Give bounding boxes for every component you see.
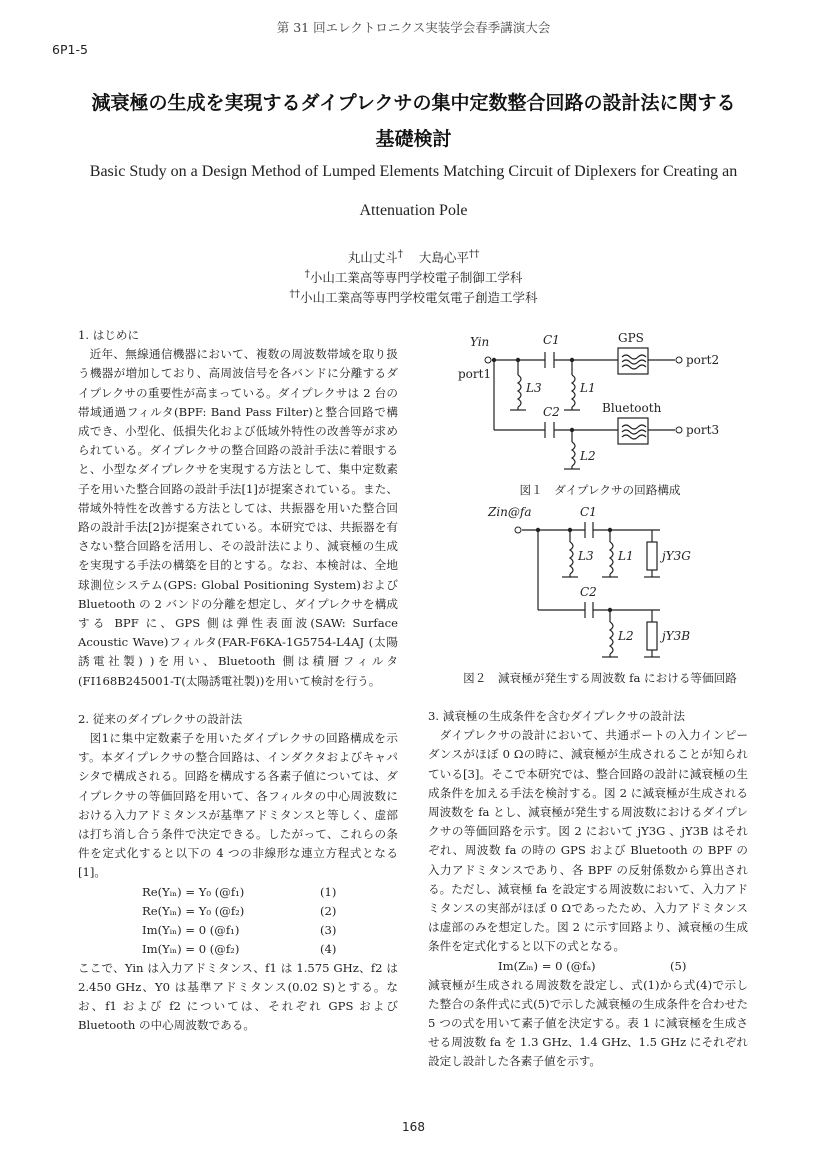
- equation-4: Im(Yᵢₙ) = 0 (@f₂) (4): [142, 941, 337, 956]
- label-port2: port2: [686, 353, 720, 367]
- label-c1: C1: [580, 505, 597, 519]
- equation-1: Re(Yᵢₙ) = Y₀ (@f₁) (1): [142, 884, 337, 899]
- label-zin: Zin@fa: [488, 505, 532, 519]
- section-3-heading: 3. 減衰極の生成条件を含むダイプレクサの設計法: [428, 709, 685, 723]
- label-gps: GPS: [618, 331, 644, 345]
- conference-name: 第 31 回エレクトロニクス実装学会春季講演大会: [276, 20, 551, 35]
- section-3-body: ダイプレクサの設計において、共通ポートの入力インピーダンスがほぼ 0 Ωの時に、減衰極が生成されることが知られている[3]。そこで本研究では、整合回路の設計に減衰極の生成条件を加える手法を検討する。図 2 に減衰極が生成される周波数を fa とし、減衰極が発生する周波数におけるダイプレクサの等価回路を示す。図 2 において jY3G 、jY3B はそれぞれ、周波数 fa の時の GPS および Bluetooth の BPF の入力アドミタンスであり、各 BPF の反射係数から算出される。ただし、減衰極 fa を設定する周波数において、入力アドミタンスの実部がほぼ 0 Ωであったため、入力アドミタンスは虚部のみを想定した。図 2 に示す回路より、減衰極の生成条件を定式化すると以下の式となる。: [428, 728, 748, 954]
- figure-1-caption: 図１ ダイプレクサの回路構成: [519, 483, 681, 497]
- section-1-body: 近年、無線通信機器において、複数の周波数帯域を取り扱う機器が増加しており、高周波信号を各バンドに分離するダイプレクサの重要性が高まっている。ダイプレクサは 2 台の帯域通過フィルタ(BPF: Band Pass Filter)と整合回路で構成でき、小型化、低損失化および低域外特性の改善等が求められている。ダイプレクサの整合回路の設計手法に着眼すると、小型なダイプレクサを実現する方法として、集中定数素子を用いた整合回路の設計手法[1]が提案されている。また、帯域外特性を改善する方法としては、共振器を用いた整合回路の設計手法[2]が提案されている。本研究では、共振器を有さない整合回路を活用し、その設計法により、減衰極の生成を実現する手法の構築を目的とする。なお、本検討は、全地球測位システム(GPS: Global Positioning System)および Bluetooth の 2 バンドの分離を想定し、ダイプレクサを構成する BPF に、GPS 側は弾性表面波(SAW: Surface Acoustic Wave)フィルタ(FAR-F6KA-1G5754-L4AJ (太陽誘電社製) )を用い、Bluetooth 側は積層フィルタ(FI168B245001-T(太陽誘電社製))を用いて検討を行う。: [78, 347, 398, 688]
- figure-2-circuit: [480, 502, 730, 667]
- label-c1: C1: [543, 333, 560, 347]
- affiliation-1: †小山工業高等専門学校電子制御工学科: [304, 268, 523, 286]
- section-3-after: 減衰極が生成される周波数を設定し、式(1)から式(4)で示した整合の条件式に式(5)で示した減衰極の生成条件を合わせた 5 つの式を用いて素子値を決定する。表 1 に減衰極を生成させる周波数 fa を 1.3 GHz、1.4 GHz、1.5 GHz にそれぞれ設定し設計した各素子値を示す。: [428, 977, 748, 1069]
- section-2-after: ここで、Yin は入力アドミタンス、f1 は 1.575 GHz、f2 は 2.450 GHz、Y0 は基準アドミタンス(0.02 S)とする。なお、f1 および f2 については、それぞれ GPS および Bluetooth の中心周波数である。: [78, 960, 398, 1033]
- title-en-line1: Basic Study on a Design Method of Lumped Elements Matching Circuit of Diplexers for Creating an: [89, 163, 738, 180]
- section-1-heading: 1. はじめに: [78, 328, 140, 342]
- figure-2-caption: 図２ 減衰極が発生する周波数 fa における等価回路: [463, 671, 737, 685]
- label-l2: L2: [618, 629, 634, 643]
- equation-5: Im(Zᵢₙ) = 0 (@fₐ) (5): [498, 958, 687, 973]
- label-l3: L3: [578, 549, 594, 563]
- label-bluetooth: Bluetooth: [602, 401, 662, 415]
- page-number: 168: [402, 1120, 425, 1134]
- label-yin: Yin: [470, 335, 490, 349]
- author-names: 丸山丈斗† 大島心平††: [347, 248, 480, 266]
- label-c2: C2: [580, 585, 597, 599]
- equation-3: Im(Yᵢₙ) = 0 (@f₁) (3): [142, 922, 337, 937]
- label-port3: port3: [686, 423, 720, 437]
- section-2-heading: 2. 従来のダイプレクサの設計法: [78, 711, 243, 726]
- author-1: 丸山丈斗: [347, 250, 398, 266]
- author-2: 大島心平: [418, 250, 469, 266]
- label-y3b: jY3B: [662, 629, 691, 643]
- label-y3g: jY3G: [662, 549, 691, 563]
- label-l1: L1: [580, 381, 596, 395]
- label-port1: port1: [458, 367, 492, 381]
- label-c2: C2: [543, 405, 560, 419]
- title-jp-line1: 減衰極の生成を実現するダイプレクサの集中定数整合回路の設計法に関する: [91, 92, 736, 114]
- paper-code: 6P1-5: [52, 42, 88, 57]
- label-l1: L1: [618, 549, 634, 563]
- label-l3: L3: [526, 381, 542, 395]
- figure-1-circuit: [450, 330, 750, 480]
- title-jp-line2: 基礎検討: [375, 128, 452, 150]
- title-en-line2: Attenuation Pole: [359, 202, 468, 219]
- affiliation-2: ††小山工業高等専門学校電気電子創造工学科: [289, 288, 538, 306]
- label-l2: L2: [580, 449, 596, 463]
- left-column: [78, 326, 398, 1036]
- section-2-body: 図1に集中定数素子を用いたダイプレクサの回路構成を示す。本ダイプレクサの整合回路は、インダクタおよびキャパシタで構成される。回路を構成する各素子値については、ダイプレクサの等価回路を用いて、各フィルタの中心周波数における入力アドミタンスが基準アドミタンスと等しく、虚部は打ち消し合う条件で決定できる。したがって、これらの条件を定式化すると以下の 4 つの非線形な連立方程式となる[1]。: [78, 731, 398, 880]
- equation-2: Re(Yᵢₙ) = Y₀ (@f₂) (2): [142, 903, 337, 918]
- right-column: [428, 707, 748, 1072]
